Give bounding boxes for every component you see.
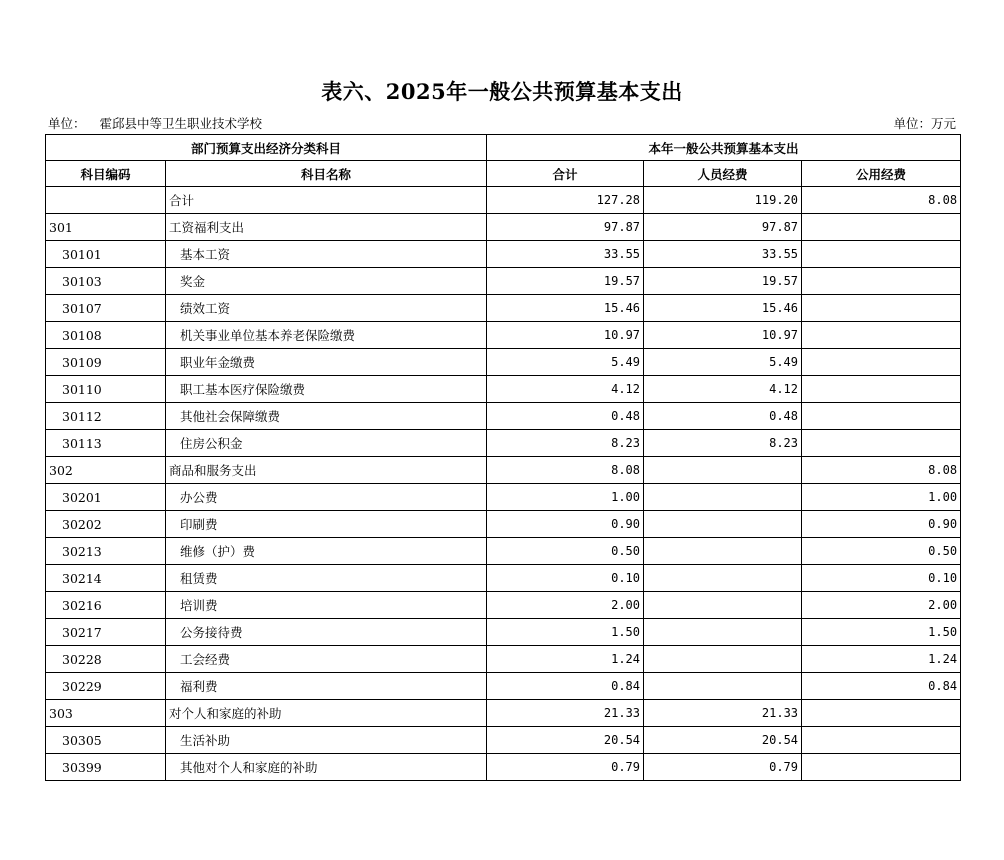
row-code: 30108 bbox=[46, 322, 166, 349]
row-name: 职业年金缴费 bbox=[166, 349, 487, 376]
row-total: 0.48 bbox=[487, 403, 644, 430]
table-row bbox=[46, 376, 961, 403]
row-public bbox=[802, 727, 961, 754]
row-public bbox=[802, 376, 961, 403]
row-total: 0.50 bbox=[487, 538, 644, 565]
row-public bbox=[802, 268, 961, 295]
header-personnel: 人员经费 bbox=[644, 161, 802, 187]
row-code: 30229 bbox=[46, 673, 166, 700]
row-personnel: 15.46 bbox=[644, 295, 802, 322]
row-total: 33.55 bbox=[487, 241, 644, 268]
row-public bbox=[802, 403, 961, 430]
row-total: 0.84 bbox=[487, 673, 644, 700]
row-total: 0.10 bbox=[487, 565, 644, 592]
table-row bbox=[46, 187, 961, 214]
row-public: 8.08 bbox=[802, 457, 961, 484]
row-personnel: 33.55 bbox=[644, 241, 802, 268]
row-name: 福利费 bbox=[166, 673, 487, 700]
row-name: 工资福利支出 bbox=[166, 214, 487, 241]
row-total: 2.00 bbox=[487, 592, 644, 619]
row-public: 1.00 bbox=[802, 484, 961, 511]
table-row bbox=[46, 727, 961, 754]
row-public bbox=[802, 700, 961, 727]
row-personnel: 0.48 bbox=[644, 403, 802, 430]
row-total: 15.46 bbox=[487, 295, 644, 322]
row-code: 30217 bbox=[46, 619, 166, 646]
row-personnel bbox=[644, 673, 802, 700]
row-name: 生活补助 bbox=[166, 727, 487, 754]
row-personnel bbox=[644, 511, 802, 538]
row-public: 0.50 bbox=[802, 538, 961, 565]
row-total: 19.57 bbox=[487, 268, 644, 295]
row-personnel bbox=[644, 565, 802, 592]
row-name: 维修（护）费 bbox=[166, 538, 487, 565]
row-code: 30113 bbox=[46, 430, 166, 457]
row-personnel bbox=[644, 538, 802, 565]
row-code: 303 bbox=[46, 700, 166, 727]
row-code: 30110 bbox=[46, 376, 166, 403]
row-total: 127.28 bbox=[487, 187, 644, 214]
table-row bbox=[46, 511, 961, 538]
table-row bbox=[46, 457, 961, 484]
row-name: 商品和服务支出 bbox=[166, 457, 487, 484]
row-name: 培训费 bbox=[166, 592, 487, 619]
table-row bbox=[46, 403, 961, 430]
header-group-row bbox=[46, 135, 961, 161]
row-public bbox=[802, 214, 961, 241]
row-name: 办公费 bbox=[166, 484, 487, 511]
header-public: 公用经费 bbox=[802, 161, 961, 187]
row-name: 机关事业单位基本养老保险缴费 bbox=[166, 322, 487, 349]
row-code: 30216 bbox=[46, 592, 166, 619]
table-row bbox=[46, 565, 961, 592]
row-personnel: 97.87 bbox=[644, 214, 802, 241]
row-public bbox=[802, 295, 961, 322]
table-row bbox=[46, 484, 961, 511]
row-public: 1.24 bbox=[802, 646, 961, 673]
page-title: 表六、2025年一般公共预算基本支出 bbox=[321, 79, 683, 104]
row-public bbox=[802, 754, 961, 781]
table-row bbox=[46, 430, 961, 457]
row-public bbox=[802, 349, 961, 376]
table-row bbox=[46, 538, 961, 565]
row-name: 租赁费 bbox=[166, 565, 487, 592]
row-personnel bbox=[644, 646, 802, 673]
row-code: 30202 bbox=[46, 511, 166, 538]
row-personnel: 10.97 bbox=[644, 322, 802, 349]
header-code: 科目编码 bbox=[46, 161, 166, 187]
table-row bbox=[46, 673, 961, 700]
row-code: 30103 bbox=[46, 268, 166, 295]
table-row bbox=[46, 214, 961, 241]
table-row bbox=[46, 592, 961, 619]
row-personnel: 21.33 bbox=[644, 700, 802, 727]
table-row bbox=[46, 322, 961, 349]
row-code: 30112 bbox=[46, 403, 166, 430]
row-public: 0.90 bbox=[802, 511, 961, 538]
row-name: 奖金 bbox=[166, 268, 487, 295]
row-code: 30305 bbox=[46, 727, 166, 754]
row-personnel bbox=[644, 484, 802, 511]
row-total: 4.12 bbox=[487, 376, 644, 403]
row-total: 0.79 bbox=[487, 754, 644, 781]
currency-unit: 单位：万元 bbox=[893, 116, 956, 131]
row-name: 合计 bbox=[166, 187, 487, 214]
row-total: 97.87 bbox=[487, 214, 644, 241]
table-row bbox=[46, 646, 961, 673]
row-code: 30201 bbox=[46, 484, 166, 511]
row-code: 30109 bbox=[46, 349, 166, 376]
table-row bbox=[46, 349, 961, 376]
row-code: 30214 bbox=[46, 565, 166, 592]
row-personnel: 119.20 bbox=[644, 187, 802, 214]
row-name: 工会经费 bbox=[166, 646, 487, 673]
unit-label: 单位： bbox=[48, 116, 86, 131]
row-personnel: 0.79 bbox=[644, 754, 802, 781]
row-total: 8.23 bbox=[487, 430, 644, 457]
row-code: 30399 bbox=[46, 754, 166, 781]
row-personnel bbox=[644, 592, 802, 619]
row-public bbox=[802, 430, 961, 457]
table-body bbox=[46, 187, 961, 781]
row-total: 0.90 bbox=[487, 511, 644, 538]
row-total: 1.50 bbox=[487, 619, 644, 646]
row-name: 绩效工资 bbox=[166, 295, 487, 322]
header-column-row bbox=[46, 161, 961, 187]
table-row bbox=[46, 241, 961, 268]
row-personnel bbox=[644, 619, 802, 646]
row-total: 1.00 bbox=[487, 484, 644, 511]
row-code: 30107 bbox=[46, 295, 166, 322]
header-name: 科目名称 bbox=[166, 161, 487, 187]
row-public bbox=[802, 322, 961, 349]
table-row bbox=[46, 268, 961, 295]
row-name: 住房公积金 bbox=[166, 430, 487, 457]
row-personnel: 19.57 bbox=[644, 268, 802, 295]
row-code: 30101 bbox=[46, 241, 166, 268]
row-public: 1.50 bbox=[802, 619, 961, 646]
row-name: 其他对个人和家庭的补助 bbox=[166, 754, 487, 781]
row-public: 8.08 bbox=[802, 187, 961, 214]
row-total: 20.54 bbox=[487, 727, 644, 754]
row-personnel: 4.12 bbox=[644, 376, 802, 403]
row-name: 基本工资 bbox=[166, 241, 487, 268]
row-personnel: 20.54 bbox=[644, 727, 802, 754]
row-code: 301 bbox=[46, 214, 166, 241]
row-name: 其他社会保障缴费 bbox=[166, 403, 487, 430]
row-personnel: 5.49 bbox=[644, 349, 802, 376]
row-name: 职工基本医疗保险缴费 bbox=[166, 376, 487, 403]
row-total: 10.97 bbox=[487, 322, 644, 349]
row-code: 302 bbox=[46, 457, 166, 484]
row-personnel bbox=[644, 457, 802, 484]
table-row bbox=[46, 295, 961, 322]
row-code bbox=[46, 187, 166, 214]
row-name: 印刷费 bbox=[166, 511, 487, 538]
header-total: 合计 bbox=[487, 161, 644, 187]
row-public: 2.00 bbox=[802, 592, 961, 619]
row-total: 8.08 bbox=[487, 457, 644, 484]
row-public bbox=[802, 241, 961, 268]
table-row bbox=[46, 700, 961, 727]
row-total: 1.24 bbox=[487, 646, 644, 673]
unit-name: 霍邱县中等卫生职业技术学校 bbox=[99, 116, 263, 131]
row-name: 公务接待费 bbox=[166, 619, 487, 646]
row-personnel: 8.23 bbox=[644, 430, 802, 457]
row-name: 对个人和家庭的补助 bbox=[166, 700, 487, 727]
unit-info bbox=[48, 114, 262, 132]
table-row bbox=[46, 619, 961, 646]
row-total: 5.49 bbox=[487, 349, 644, 376]
row-public: 0.84 bbox=[802, 673, 961, 700]
budget-table bbox=[45, 134, 961, 781]
row-public: 0.10 bbox=[802, 565, 961, 592]
header-economic-classification: 部门预算支出经济分类科目 bbox=[46, 135, 487, 161]
row-total: 21.33 bbox=[487, 700, 644, 727]
header-basic-expenditure: 本年一般公共预算基本支出 bbox=[487, 135, 961, 161]
table-row bbox=[46, 754, 961, 781]
row-code: 30213 bbox=[46, 538, 166, 565]
row-code: 30228 bbox=[46, 646, 166, 673]
